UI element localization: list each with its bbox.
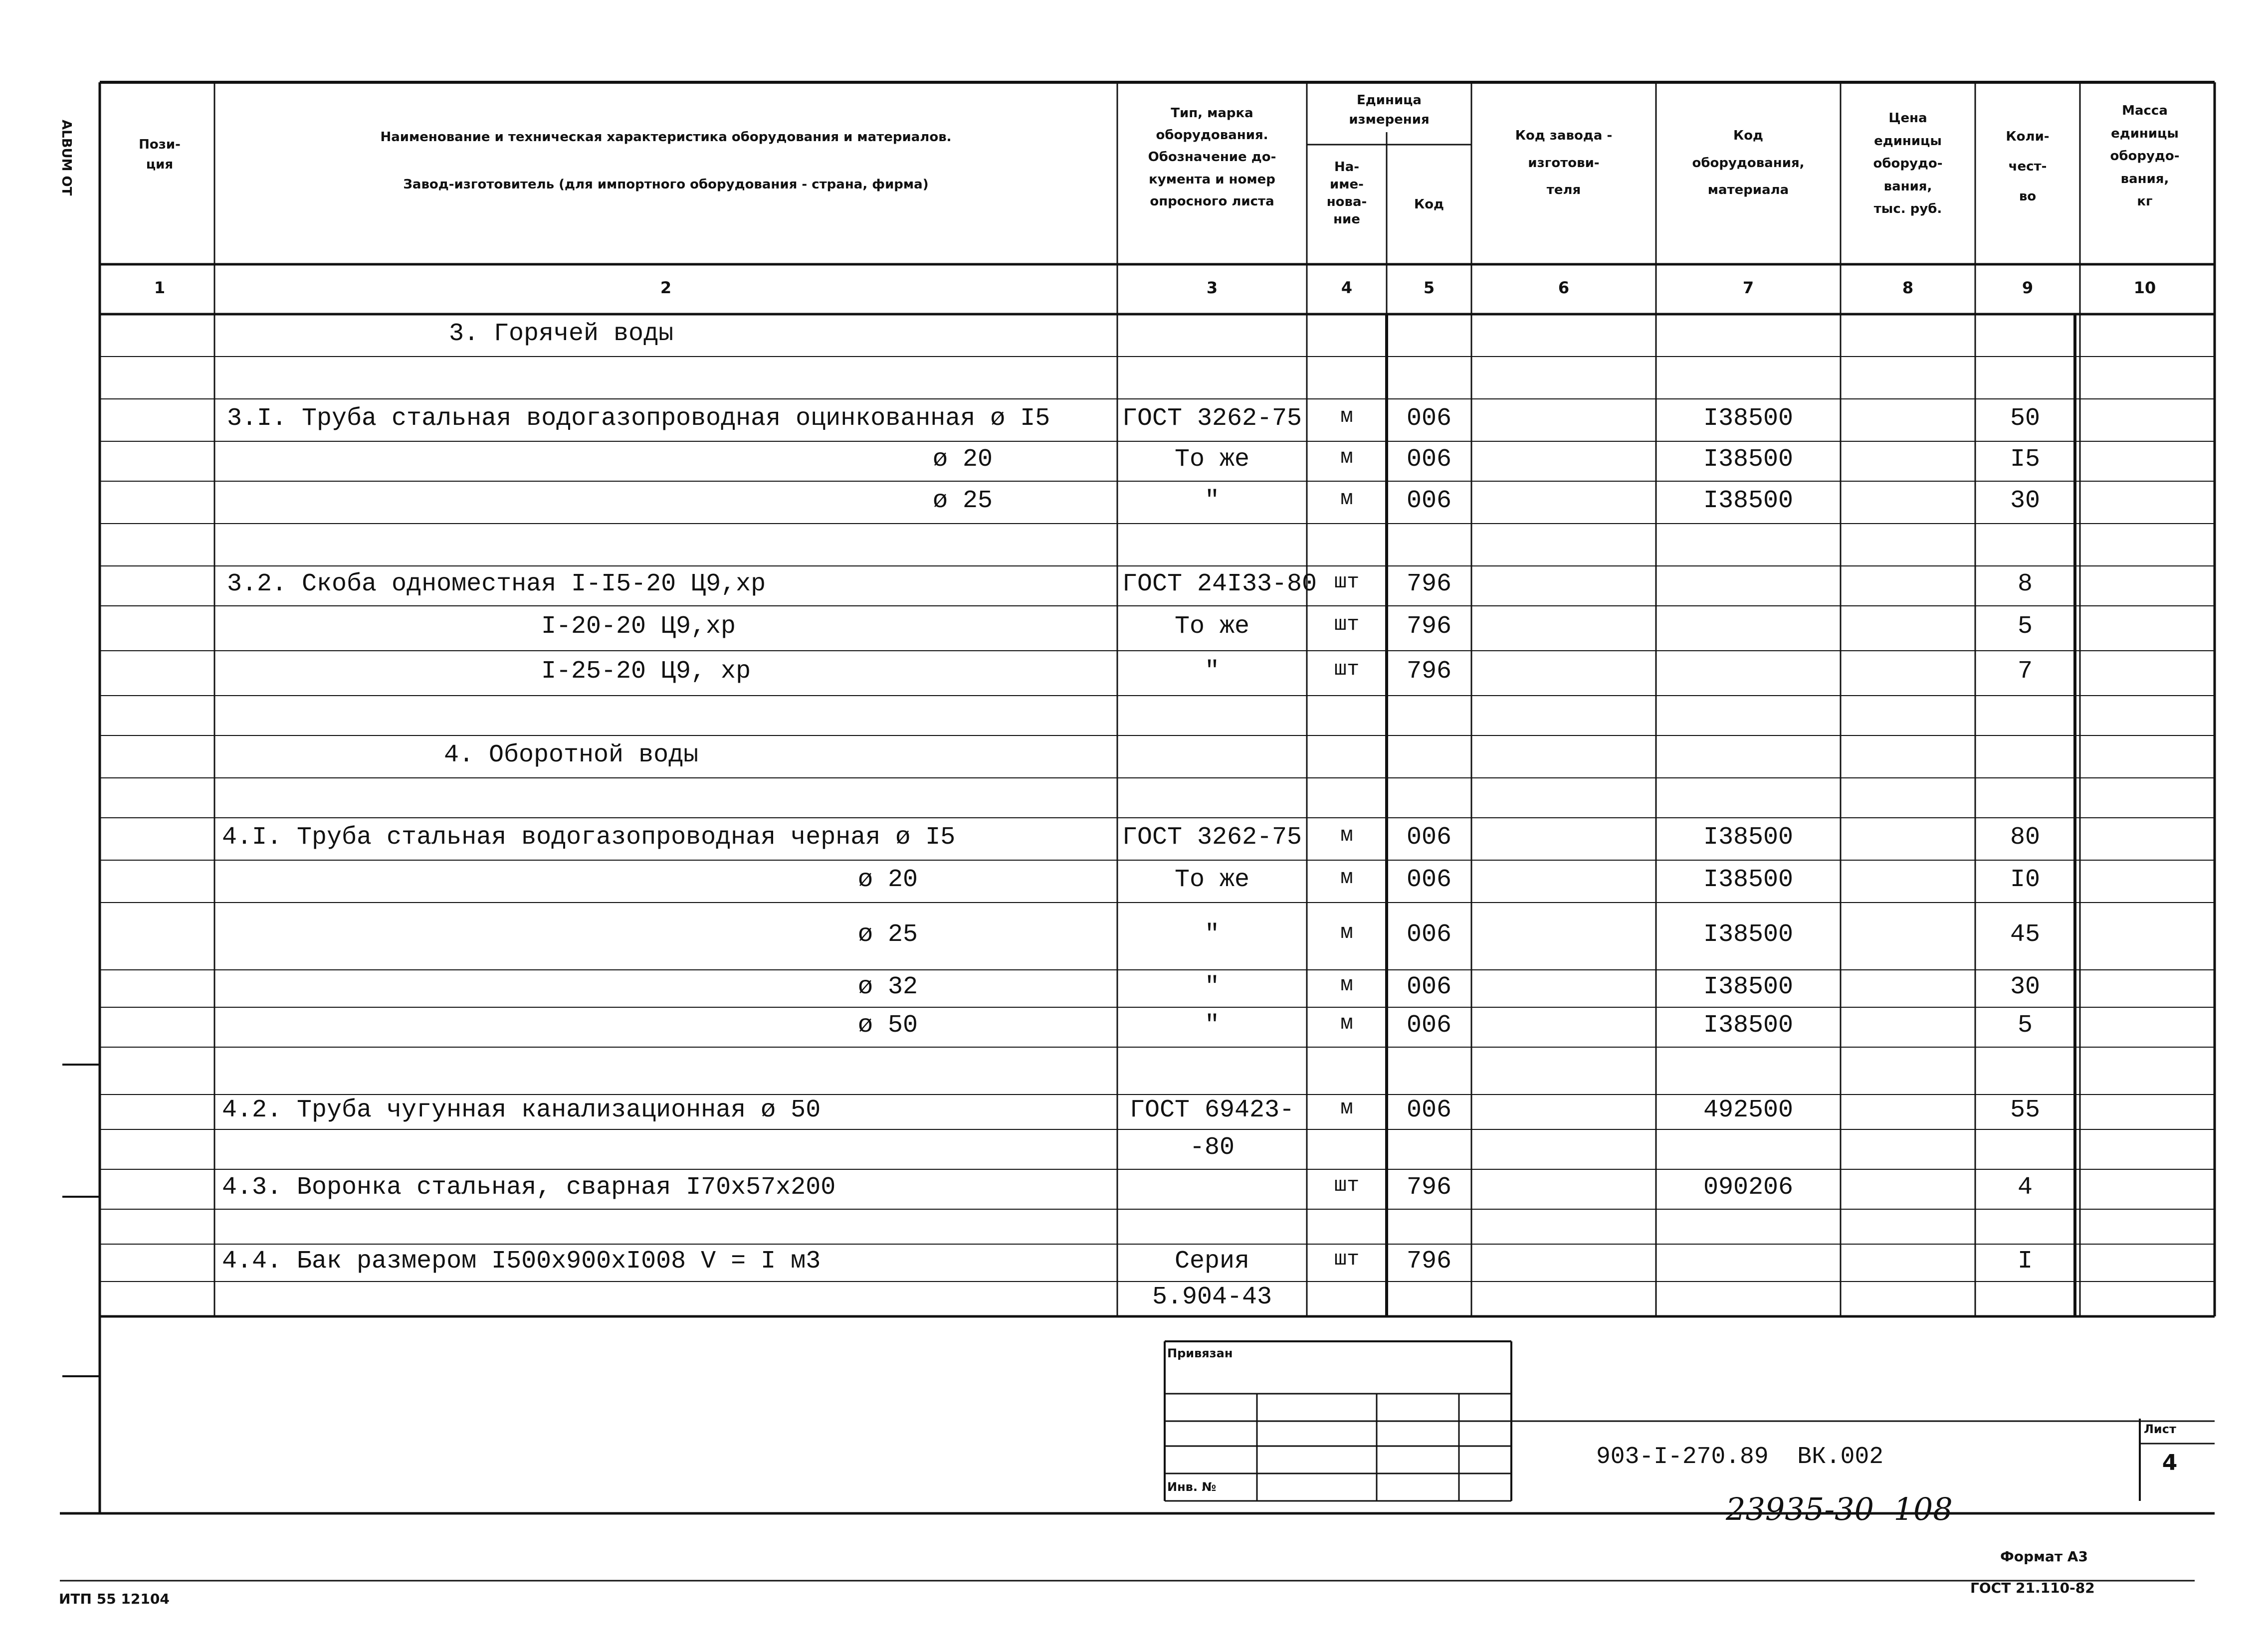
row-quantity: I5 (2010, 445, 2040, 474)
row-name: 4.4. Бак размером I500х900хI008 V = I м3 (222, 1247, 821, 1276)
row-name: ø 25 (933, 486, 993, 515)
header-mass: Масса единицы оборудо- вания, кг (2110, 103, 2180, 209)
row-name: ø 20 (933, 445, 993, 474)
sheet-label: Лист (2144, 1422, 2176, 1436)
header-name-line2: Завод-изготовитель (для импортного оборудования - страна, фирма) (403, 177, 929, 192)
column-number-9: 9 (2022, 278, 2034, 297)
row-unit-code: 006 (1406, 865, 1451, 894)
row-quantity: 5 (2017, 1011, 2033, 1040)
row-document: " (1204, 920, 1220, 949)
row-name: 4.I. Труба стальная водогазопроводная черная ø I5 (222, 823, 956, 852)
column-number-2: 2 (660, 278, 672, 297)
row-name: ø 20 (858, 865, 918, 894)
row-unit-code: 006 (1406, 1011, 1451, 1040)
row-unit: шт (1334, 612, 1360, 636)
row-unit-code: 796 (1406, 570, 1451, 598)
header-price: Цена единицы оборудо- вания, тыс. руб. (1873, 111, 1943, 216)
row-unit: м (1340, 920, 1353, 944)
row-unit-code: 006 (1406, 972, 1451, 1001)
row-name: 4. Оборотной воды (444, 740, 699, 769)
row-unit: шт (1334, 1173, 1360, 1197)
document-code: 903-I-270.89 ВК.002 (1596, 1444, 1884, 1470)
row-document: ГОСТ 3262-75 (1122, 823, 1302, 852)
row-quantity: I0 (2010, 865, 2040, 894)
header-factory-code: Код завода - изготови- теля (1515, 128, 1613, 198)
row-unit: шт (1334, 657, 1360, 681)
sheet-number: 4 (2162, 1450, 2178, 1475)
row-unit: м (1340, 823, 1353, 847)
footer-left-code: ИТП 55 12104 (59, 1591, 170, 1607)
stamp-bound-label: Привязан (1167, 1346, 1233, 1360)
row-name: 3.2. Скоба одноместная I-I5-20 Ц9,хр (227, 570, 766, 598)
row-material-code: I38500 (1703, 445, 1794, 474)
row-name: 4.2. Труба чугунная канализационная ø 50 (222, 1096, 821, 1124)
row-material-code: I38500 (1703, 1011, 1794, 1040)
row-name: 4.3. Воронка стальная, сварная I70х57х200 (222, 1173, 836, 1202)
row-material-code: I38500 (1703, 486, 1794, 515)
row-document: ГОСТ 3262-75 (1122, 404, 1302, 433)
row-document: " (1204, 972, 1220, 1001)
column-number-8: 8 (1902, 278, 1914, 297)
row-document: То же (1174, 445, 1250, 474)
row-material-code: I38500 (1703, 404, 1794, 433)
row-quantity: 30 (2010, 972, 2040, 1001)
row-unit-code: 006 (1406, 920, 1451, 949)
row-name: I-20-20 Ц9,хр (541, 612, 736, 641)
row-unit: м (1340, 404, 1353, 428)
row-quantity: 50 (2010, 404, 2040, 433)
column-number-4: 4 (1341, 278, 1353, 297)
row-document: ГОСТ 24I33-80 (1122, 570, 1317, 598)
row-quantity: 5 (2017, 612, 2033, 641)
column-number-3: 3 (1206, 278, 1218, 297)
row-name: ø 50 (858, 1011, 918, 1040)
column-number-6: 6 (1558, 278, 1570, 297)
header-material-code: Код оборудования, материала (1692, 128, 1805, 198)
row-document: То же (1174, 612, 1250, 641)
row-unit: м (1340, 1096, 1353, 1120)
header-quantity: Коли- чест- во (2006, 129, 2050, 204)
row-unit: шт (1334, 1247, 1360, 1271)
row-quantity: I (2017, 1247, 2033, 1276)
row-quantity: 4 (2017, 1173, 2033, 1202)
row-quantity: 80 (2010, 823, 2040, 852)
row-material-code: I38500 (1703, 823, 1794, 852)
row-unit: м (1340, 865, 1353, 890)
row-document: 5.904-43 (1152, 1283, 1272, 1311)
row-unit: м (1340, 1011, 1353, 1035)
row-quantity: 45 (2010, 920, 2040, 949)
header-unit-code: Код (1414, 197, 1444, 212)
header-unit-name: На- име- нова- ние (1326, 160, 1367, 227)
row-unit: м (1340, 972, 1353, 997)
row-material-code: I38500 (1703, 865, 1794, 894)
header-unit-group: Единица измерения (1349, 93, 1430, 127)
header-document: Тип, марка оборудования. Обозначение до- кумента и номер опросного листа (1148, 106, 1276, 209)
row-unit-code: 006 (1406, 1096, 1451, 1124)
gost-label: ГОСТ 21.110-82 (1970, 1580, 2095, 1596)
row-unit: шт (1334, 570, 1360, 594)
handwritten-number: 23935-30 108 (1726, 1491, 1953, 1527)
row-unit-code: 796 (1406, 1173, 1451, 1202)
column-number-7: 7 (1742, 278, 1754, 297)
row-document: " (1204, 1011, 1220, 1040)
column-number-10: 10 (2133, 278, 2156, 297)
row-unit-code: 006 (1406, 486, 1451, 515)
row-document: " (1204, 657, 1220, 686)
format-label: Формат А3 (2000, 1548, 2088, 1565)
row-unit-code: 796 (1406, 612, 1451, 641)
side-label: ALBUM OT (59, 120, 74, 196)
row-quantity: 55 (2010, 1096, 2040, 1124)
row-name: ø 32 (858, 972, 918, 1001)
row-unit: м (1340, 486, 1353, 511)
row-material-code: I38500 (1703, 920, 1794, 949)
row-unit-code: 006 (1406, 404, 1451, 433)
row-unit: м (1340, 445, 1353, 469)
row-document: -80 (1189, 1133, 1235, 1162)
column-number-5: 5 (1423, 278, 1435, 297)
row-unit-code: 006 (1406, 445, 1451, 474)
row-unit-code: 796 (1406, 1247, 1451, 1276)
header-position: Пози- ция (139, 137, 181, 173)
row-quantity: 7 (2017, 657, 2033, 686)
row-name: I-25-20 Ц9, хр (541, 657, 751, 686)
row-name: ø 25 (858, 920, 918, 949)
row-material-code: I38500 (1703, 972, 1794, 1001)
row-document: То же (1174, 865, 1250, 894)
row-quantity: 8 (2017, 570, 2033, 598)
row-name: 3. Горячей воды (449, 319, 674, 348)
row-document: ГОСТ 69423- (1129, 1096, 1295, 1124)
row-quantity: 30 (2010, 486, 2040, 515)
column-number-1: 1 (154, 278, 166, 297)
row-name: 3.I. Труба стальная водогазопроводная оцинкованная ø I5 (227, 404, 1050, 433)
row-material-code: 090206 (1703, 1173, 1794, 1202)
row-unit-code: 006 (1406, 823, 1451, 852)
row-document: Серия (1174, 1247, 1250, 1276)
row-unit-code: 796 (1406, 657, 1451, 686)
row-document: " (1204, 486, 1220, 515)
stamp-inventory-label: Инв. № (1167, 1480, 1217, 1494)
row-material-code: 492500 (1703, 1096, 1794, 1124)
header-name-line1: Наименование и техническая характеристика оборудования и материалов. (380, 130, 952, 145)
